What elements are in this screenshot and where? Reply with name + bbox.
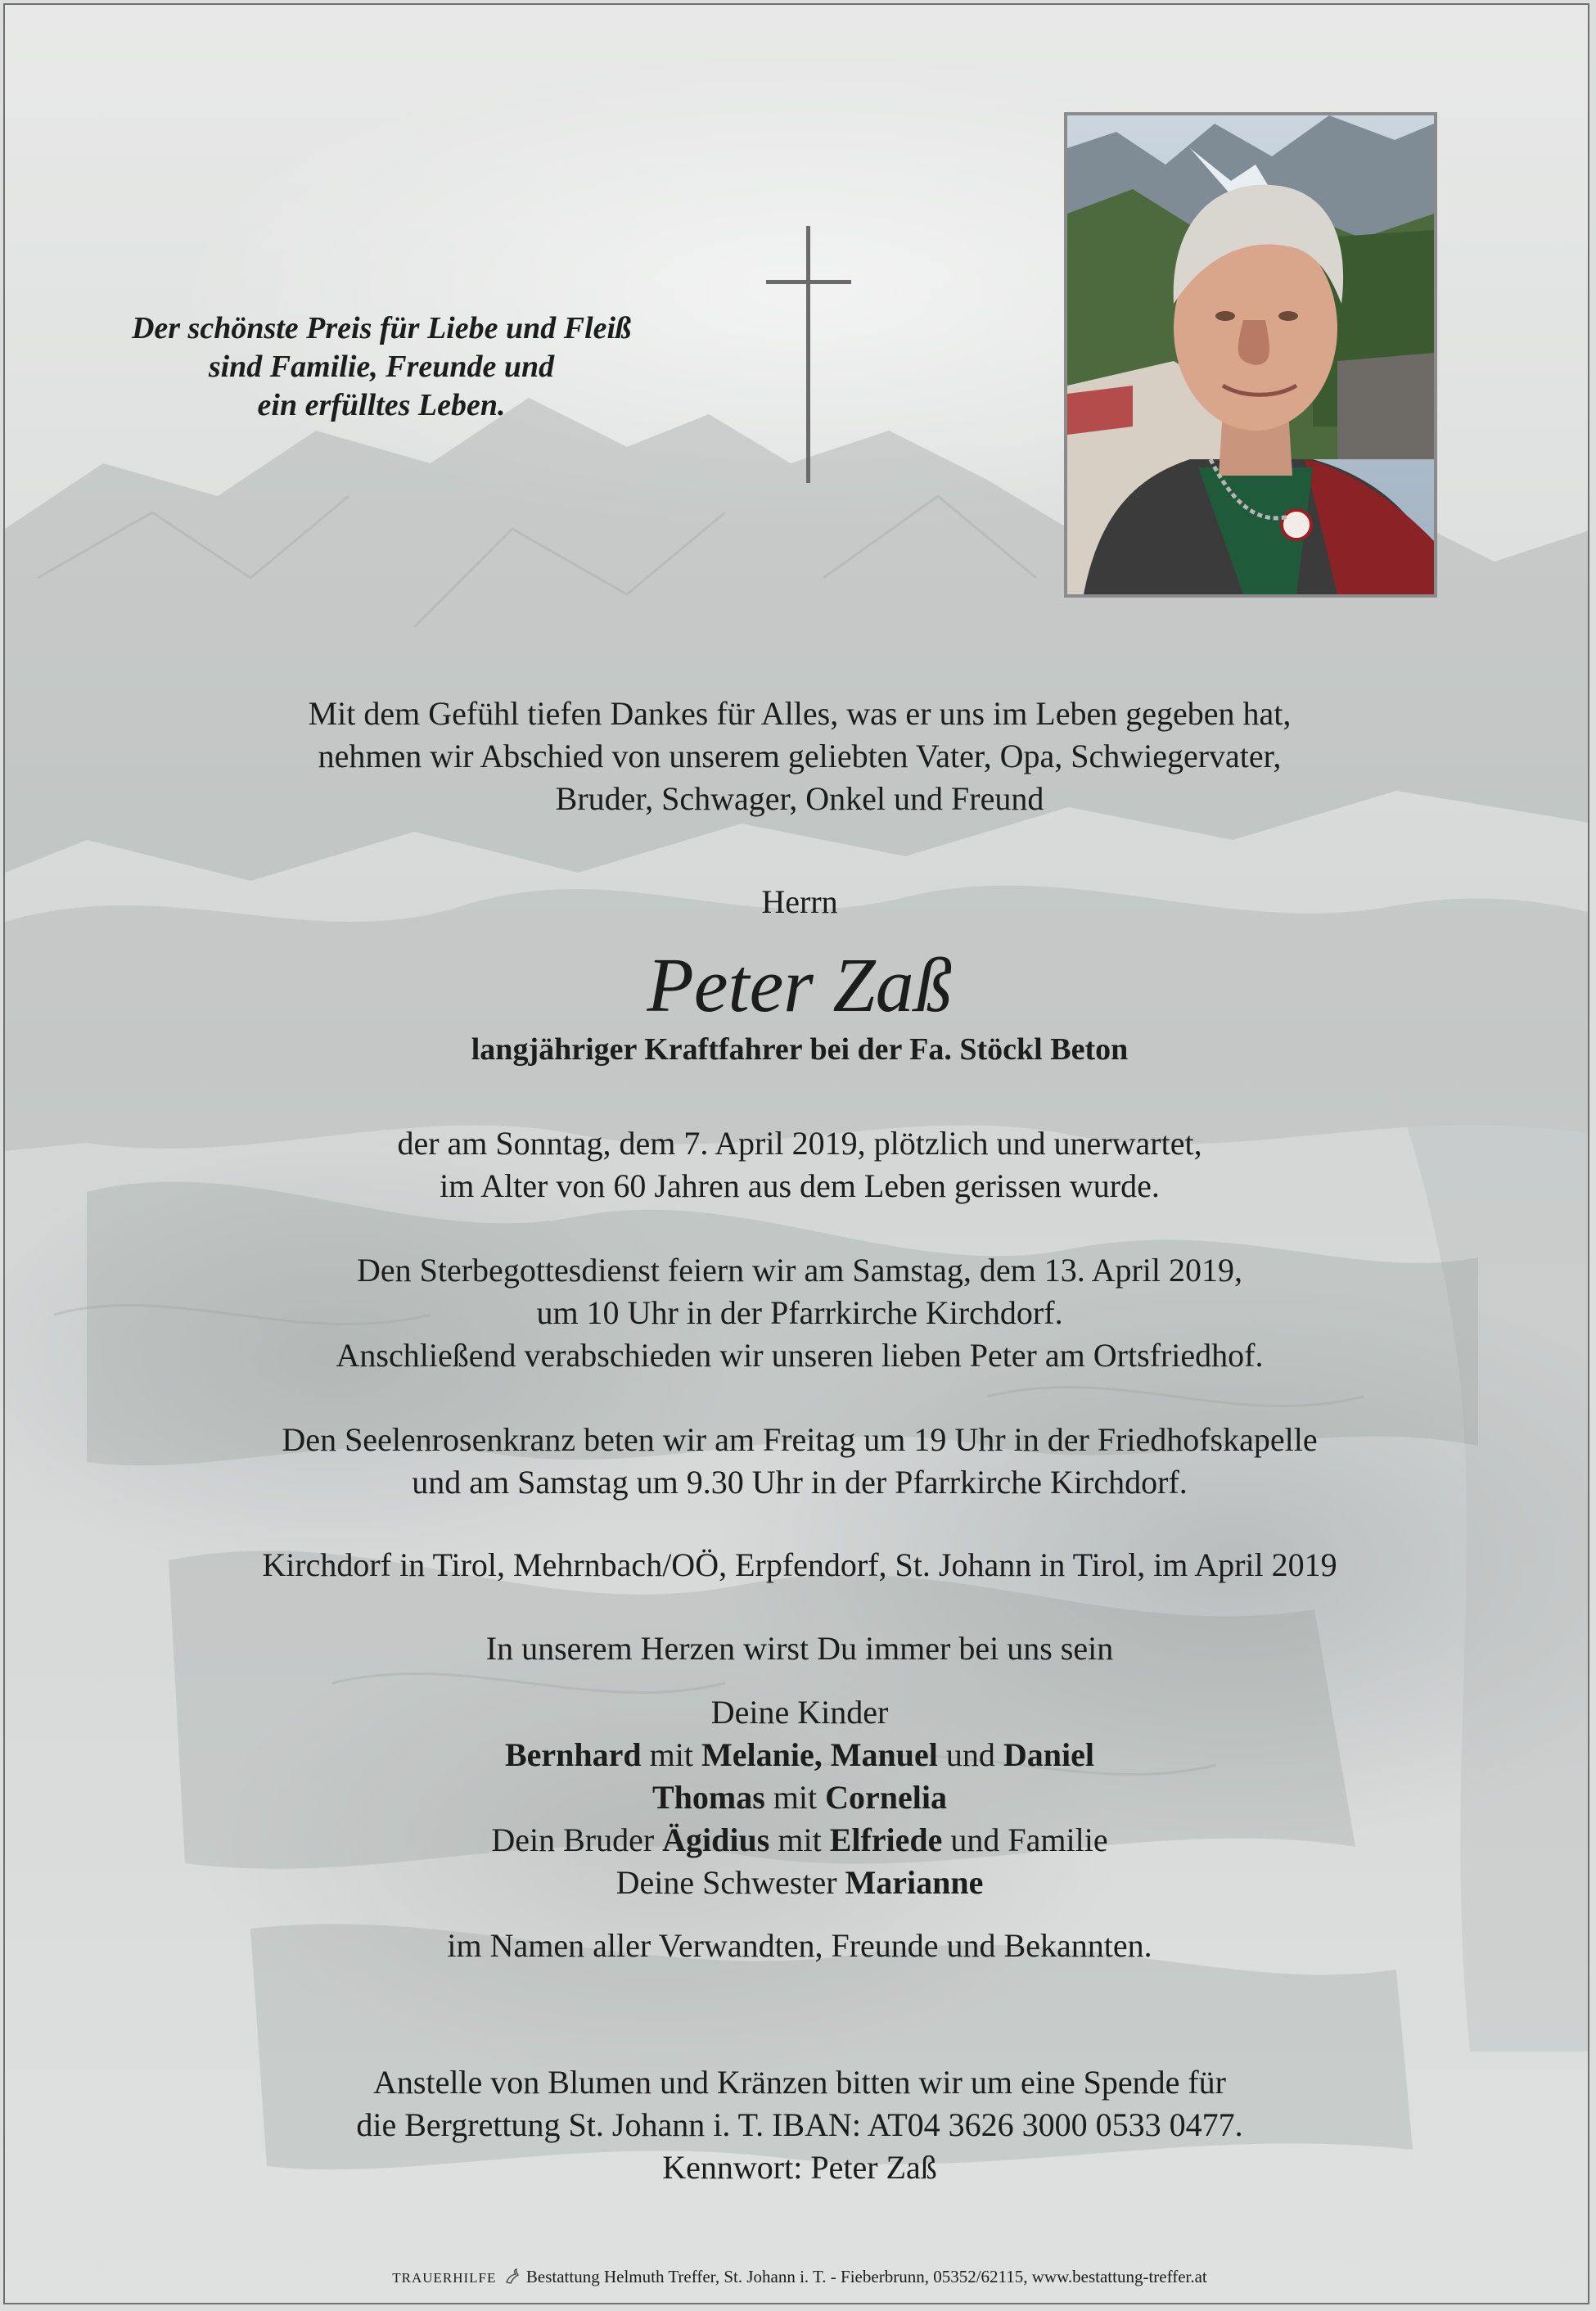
intro-line: nehmen wir Abschied von unserem geliebten Vater, Opa, Schwiegervater, — [318, 738, 1282, 774]
relatives-line: im Namen aller Verwandten, Freunde und Bekannten. — [447, 1927, 1152, 1964]
donation-line: Kennwort: Peter Zaß — [662, 2149, 937, 2186]
death-line: im Alter von 60 Jahren aus dem Leben gerissen wurde. — [440, 1167, 1160, 1204]
rosary-line: und am Samstag um 9.30 Uhr in der Pfarrkirche Kirchdorf. — [412, 1464, 1188, 1501]
rosary-line: Den Seelenrosenkranz beten wir am Freitag um 19 Uhr in der Friedhofskapelle — [282, 1421, 1318, 1458]
dove-icon — [504, 2268, 519, 2286]
family-line: Deine Schwester Marianne — [615, 1864, 984, 1901]
service-paragraph — [5, 1249, 1589, 1377]
footer-brand: TRAUERHILFE — [392, 2270, 497, 2286]
service-line: Den Sterbegottesdienst feiern wir am Samstag, dem 13. April 2019, — [356, 1252, 1242, 1289]
places-line: Kirchdorf in Tirol, Mehrnbach/OÖ, Erpfendorf, St. Johann in Tirol, im April 2019 — [262, 1546, 1337, 1583]
salutation: Herrn — [761, 883, 838, 920]
obituary-card — [3, 3, 1589, 2304]
heart-line: In unserem Herzen wirst Du immer bei uns sein — [485, 1630, 1114, 1667]
quote-line: Der schönste Preis für Liebe und Fleiß — [131, 311, 632, 345]
family-line: Thomas mit Cornelia — [651, 1779, 948, 1816]
deceased-name: Peter Zaß — [647, 943, 953, 1028]
cross-icon — [766, 226, 851, 483]
family-line: Bernhard mit Melanie, Manuel und Daniel — [504, 1736, 1094, 1773]
intro-line: Mit dem Gefühl tiefen Dankes für Alles, was er uns im Leben gegeben hat, — [308, 695, 1292, 732]
family-intro: Deine Kinder — [710, 1694, 889, 1731]
service-line: um 10 Uhr in der Pfarrkirche Kirchdorf. — [536, 1294, 1063, 1331]
intro-paragraph — [5, 693, 1589, 820]
donation-paragraph — [5, 2061, 1589, 2189]
quote-line: ein erfülltes Leben. — [257, 388, 506, 422]
death-line: der am Sonntag, dem 7. April 2019, plötzlich und unerwartet, — [397, 1125, 1202, 1162]
death-paragraph — [5, 1122, 1589, 1207]
family-line: Dein Bruder Ägidius mit Elfriede und Familie — [491, 1821, 1108, 1858]
memorial-quote — [54, 309, 709, 425]
portrait-photo — [1064, 112, 1437, 598]
family-list — [5, 1691, 1589, 1904]
donation-line: die Bergrettung St. Johann i. T. IBAN: AT04 3626 3000 0533 0477. — [356, 2106, 1243, 2143]
footer-text: Bestattung Helmuth Treffer, St. Johann i. T. - Fieberbrunn, 05352/62115, www.bestattung-treffer.at — [525, 2267, 1207, 2286]
rosary-paragraph — [5, 1419, 1589, 1504]
service-line: Anschließend verabschieden wir unseren lieben Peter am Ortsfriedhof. — [336, 1337, 1264, 1374]
donation-line: Anstelle von Blumen und Kränzen bitten wir um eine Spende für — [373, 2064, 1226, 2101]
quote-line: sind Familie, Freunde und — [208, 350, 555, 384]
intro-line: Bruder, Schwager, Onkel und Freund — [555, 780, 1044, 817]
funeral-home-footer — [5, 2266, 1589, 2289]
deceased-role: langjähriger Kraftfahrer bei der Fa. Stöckl Beton — [471, 1032, 1129, 1067]
